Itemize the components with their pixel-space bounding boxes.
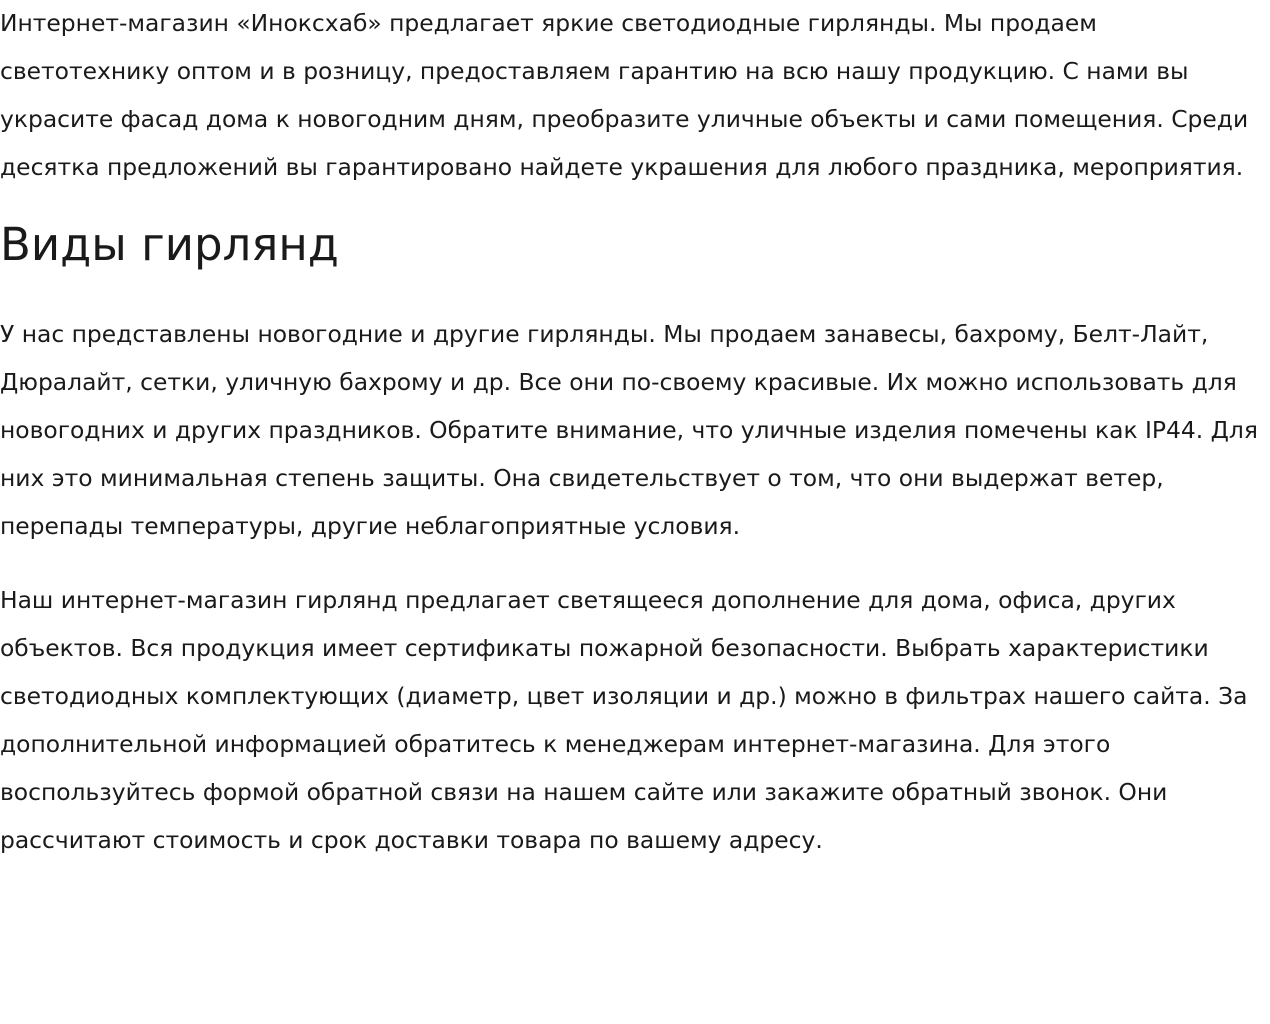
section-heading: Виды гирлянд xyxy=(0,218,339,271)
store-info-paragraph: Наш интернет-магазин гирлянд предлагает светящееся дополнение для дома, офиса, других объектов. Вся продукция имеет сертификаты пожарной безопасности. Выбрать характеристики светодиодных комплектующих (диаметр, цвет изоляции и др.) можно в фильтрах нашего сайта. За дополнительной информацией обратитесь к менеджерам интернет-магазина. Для этого воспользуйтесь формой обратной связи на нашем сайте или закажите обратный звонок. Они рассчитают стоимость и срок доставки товара по вашему адресу. xyxy=(0,586,1248,854)
intro-paragraph: Интернет-магазин «Иноксхаб» предлагает яркие светодиодные гирлянды. Мы продаем светотехнику оптом и в розницу, предоставляем гарантию на всю нашу продукцию. С нами вы украсите фасад дома к новогодним дням, преобразите уличные объекты и сами помещения. Среди десятка предложений вы гарантировано найдете украшения для любого праздника, мероприятия. xyxy=(0,9,1249,181)
garland-types-paragraph: У нас представлены новогодние и другие гирлянды. Мы продаем занавесы, бахрому, Белт-Лайт, Дюралайт, сетки, уличную бахрому и др. Все они по-своему красивые. Их можно использовать для новогодних и других праздников. Обратите внимание, что уличные изделия помечены как IP44. Для них это минимальная степень защиты. Она свидетельствует о том, что они выдержат ветер, перепады температуры, другие неблагоприятные условия. xyxy=(0,320,1258,540)
